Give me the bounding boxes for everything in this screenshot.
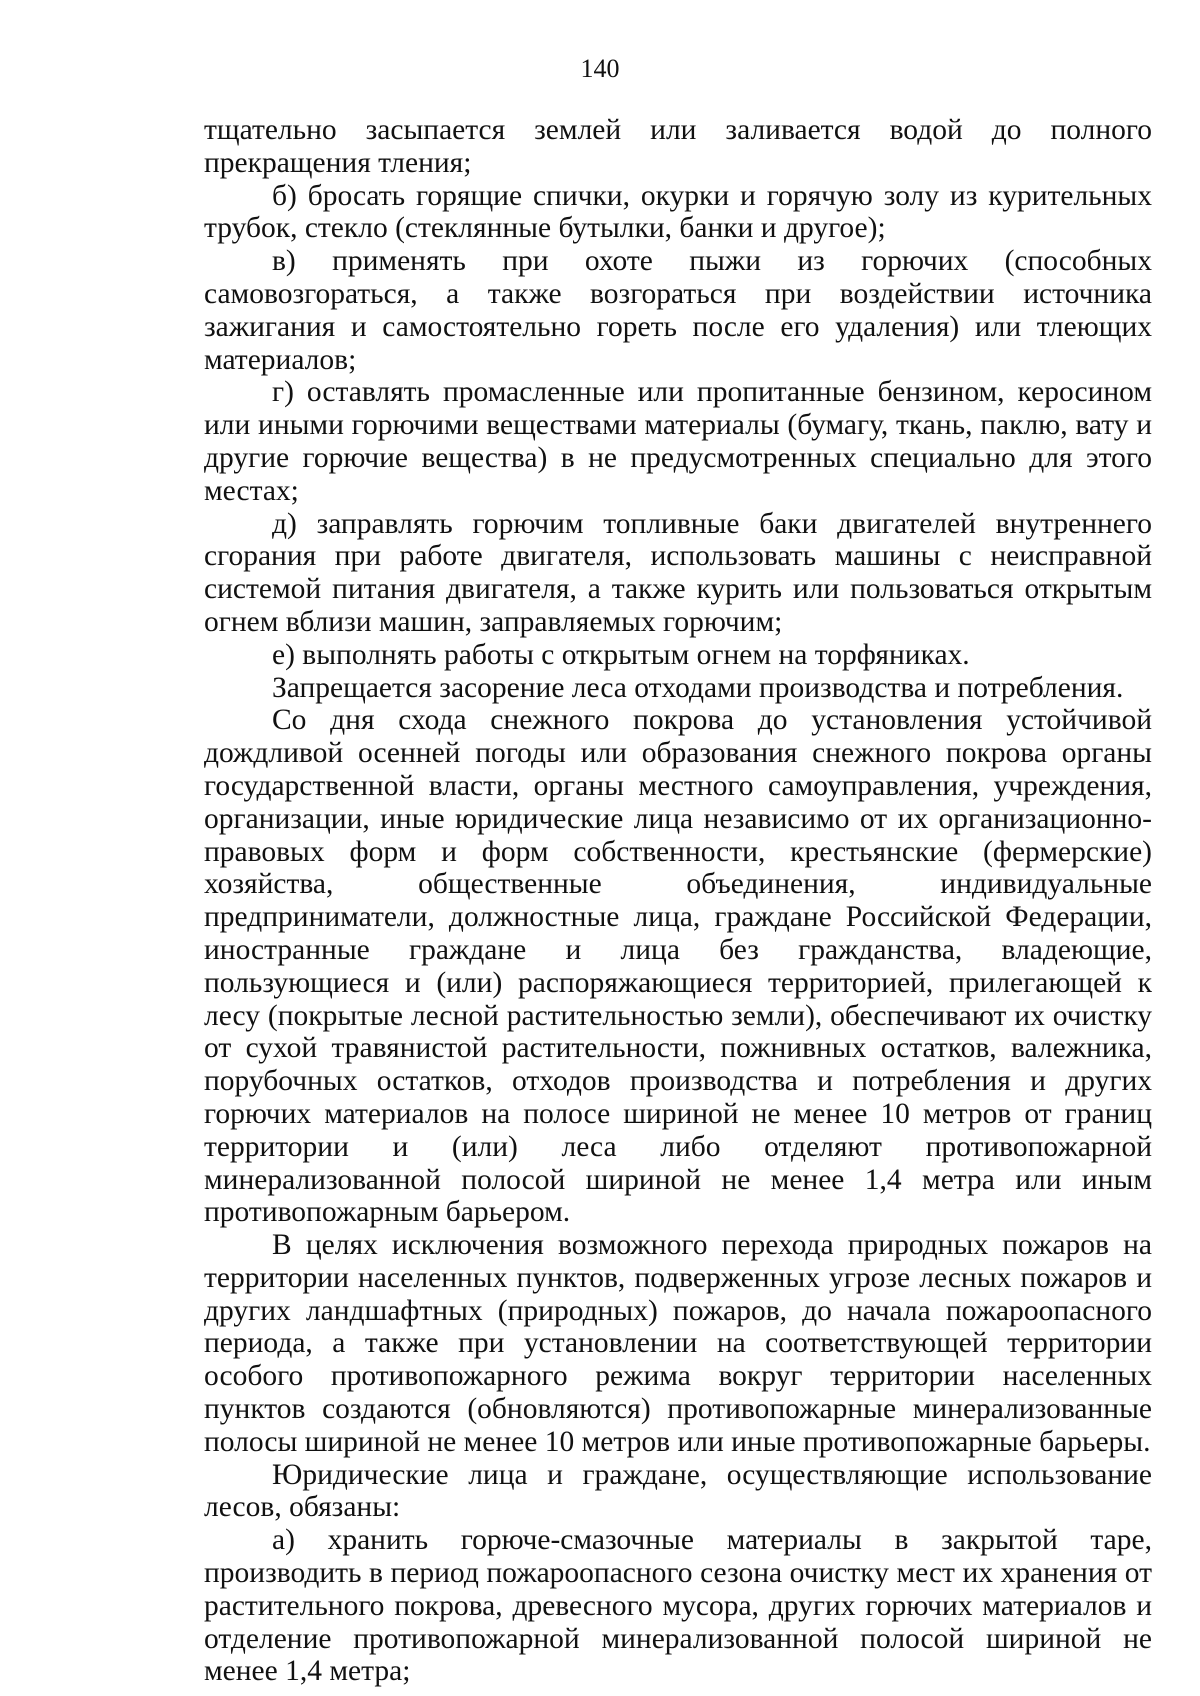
paragraph-item-b: б) бросать горящие спички, окурки и горячую золу из курительных трубок, стекло (стеклянные бутылки, банки и другое);: [204, 179, 1152, 245]
paragraph-cleanup-duty: Со дня схода снежного покрова до установления устойчивой дождливой осенней погоды или образования снежного покрова органы государственной власти, органы местного самоуправления, учреждения, организации, иные юридические лица независимо от их организационно-правовых форм и форм собственности, крестьянские (фермерские) хозяйства, общественные объединения, индивидуальные предприниматели, должностные лица, граждане Российской Федерации, иностранные граждане и лица без гражданства, владеющие, пользующиеся и (или) распоряжающиеся территорией, прилегающей к лесу (покрытые лесной растительностью земли), обеспечивают их очистку от сухой травянистой растительности, пожнивных остатков, валежника, порубочных остатков, отходов производства и потребления и других горючих материалов на полосе шириной не менее 10 метров от границ территории и (или) леса либо отделяют противопожарной минерализованной полосой шириной не менее 1,4 метра или иным противопожарным барьером.: [204, 704, 1152, 1229]
paragraph-prohibition: Запрещается засорение леса отходами производства и потребления.: [272, 671, 1124, 704]
paragraph-item-d: д) заправлять горючим топливные баки двигателей внутреннего сгорания при работе двигателя, использовать машины с неисправной системой питания двигателя, а также курить или пользоваться открытым огнем вблизи машин, заправляемых горючим;: [204, 507, 1152, 638]
paragraph-item-e: е) выполнять работы с открытым огнем на торфяниках.: [272, 638, 970, 671]
paragraph-item-a: а) хранить горюче-смазочные материалы в закрытой таре, производить в период пожароопасного сезона очистку мест их хранения от растительного покрова, древесного мусора, других горючих материалов и отделение противопожарной минерализованной полосой шириной не менее 1,4 метра;: [204, 1524, 1152, 1688]
paragraph-item-v: в) применять при охоте пыжи из горючих (способных самовозгораться, а также возгораться при воздействии источника зажигания и самостоятельно гореть после его удаления) или тлеющих материалов;: [204, 245, 1152, 376]
paragraph-firebreaks: В целях исключения возможного перехода природных пожаров на территории населенных пунктов, подверженных угрозе лесных пожаров и других ландшафтных (природных) пожаров, до начала пожароопасного периода, а также при установлении на соответствующей территории особого противопожарного режима вокруг территории населенных пунктов создаются (обновляются) противопожарные минерализованные полосы шириной не менее 10 метров или иные противопожарные барьеры.: [204, 1229, 1152, 1458]
paragraph-forest-users: Юридические лица и граждане, осуществляющие использование лесов, обязаны:: [204, 1458, 1152, 1524]
body-text: [204, 114, 1152, 1688]
paragraph-item-g: г) оставлять промасленные или пропитанные бензином, керосином или иными горючими веществами материалы (бумагу, ткань, паклю, вату и другие горючие вещества) в не предусмотренных специально для этого местах;: [204, 376, 1152, 507]
page-number: 140: [580, 54, 620, 83]
paragraph-continuation: тщательно засыпается землей или заливается водой до полного прекращения тления;: [204, 114, 1152, 179]
